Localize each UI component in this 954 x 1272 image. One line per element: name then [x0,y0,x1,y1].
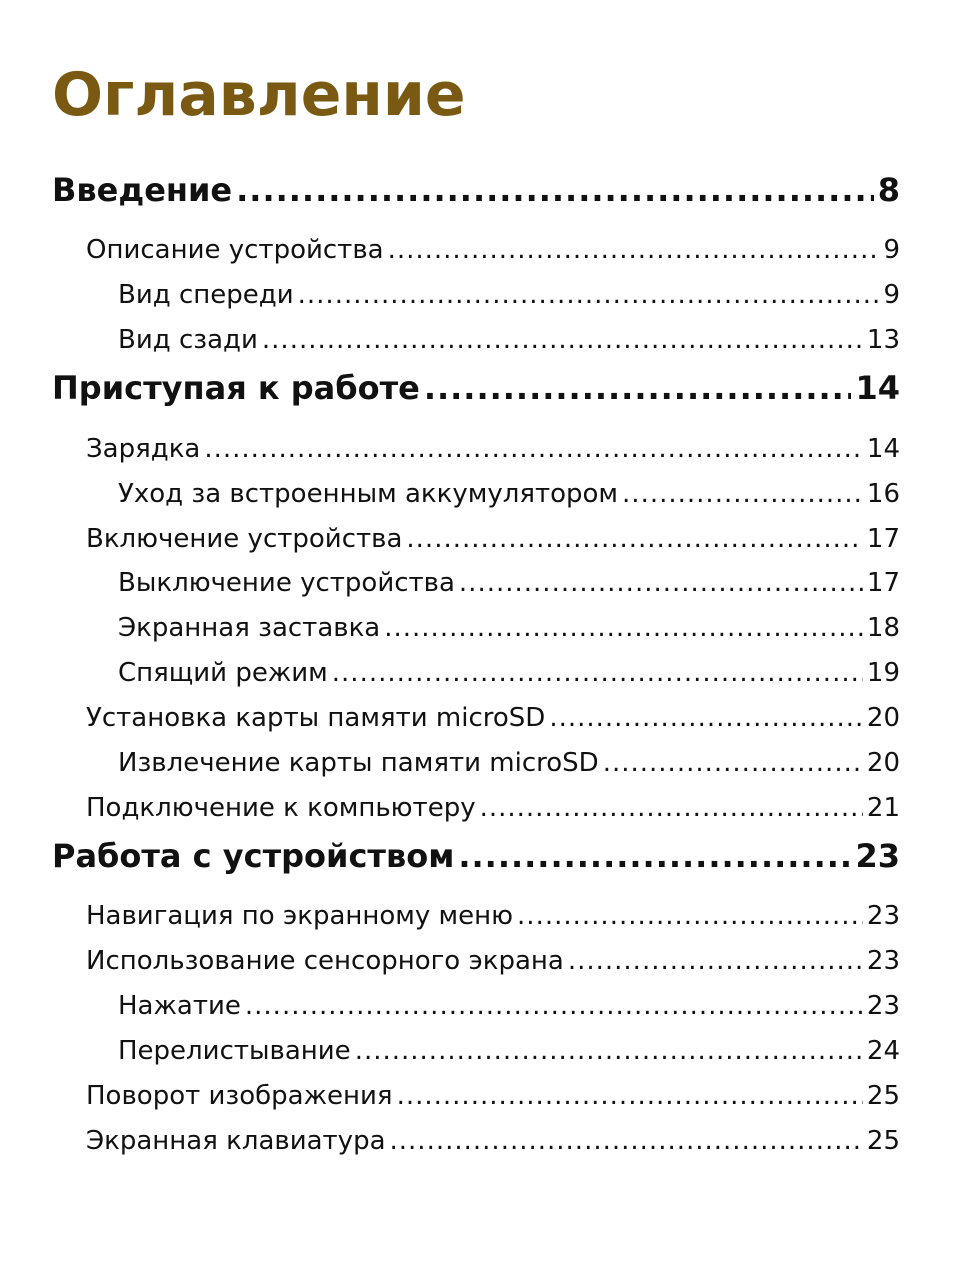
dot-leader [480,790,863,826]
toc-entry-page: 13 [866,325,900,355]
toc-entry-label: Уход за встроенным аккумулятором [118,479,619,509]
toc-entry-subsubsection[interactable] [118,277,900,313]
toc-entry-page: 23 [866,991,900,1021]
toc-entry-page: 23 [866,901,900,931]
dot-leader [262,322,863,358]
toc-entry-label: Вид сзади [118,325,258,355]
toc-entry-label: Выключение устройства [118,568,455,598]
toc-entry-page: 17 [866,524,900,554]
dot-leader [245,988,863,1024]
toc-entry-subsubsection[interactable] [118,745,900,781]
dot-leader [355,1033,863,1069]
toc-entry-subsubsection[interactable] [118,322,900,358]
toc-entry-page: 20 [866,703,900,733]
toc-entry-label: Установка карты памяти microSD [86,703,546,733]
dot-leader [603,745,863,781]
toc-entry-page: 18 [866,613,900,643]
page-title: Оглавление [52,60,466,130]
dot-leader [517,898,863,934]
toc-entry-subsection[interactable] [86,898,900,934]
toc-entry-page: 25 [866,1081,900,1111]
toc-entry-subsection[interactable] [86,431,900,467]
toc-entry-label: Экранная заставка [118,613,381,643]
dot-leader [388,232,880,268]
dot-leader [622,476,863,512]
toc-entry-label: Включение устройства [86,524,403,554]
toc-entry-page: 17 [866,568,900,598]
dot-leader [384,610,863,646]
toc-entry-page: 23 [855,837,900,875]
toc-entry-page: 8 [877,171,900,209]
dot-leader [459,565,863,601]
dot-leader [458,834,851,878]
toc-entry-page: 19 [866,658,900,688]
toc-entry-subsubsection[interactable] [118,610,900,646]
toc-entry-label: Описание устройства [86,235,384,265]
toc-entry-subsubsection[interactable] [118,565,900,601]
toc-entry-section[interactable] [52,168,900,212]
toc-entry-label: Спящий режим [118,658,328,688]
toc-entry-label: Вид спереди [118,280,294,310]
toc-entry-page: 23 [866,946,900,976]
dot-leader [406,521,863,557]
toc-entry-page: 14 [866,434,900,464]
toc-entry-section[interactable] [52,834,900,878]
dot-leader [568,943,863,979]
toc-entry-page: 9 [883,235,900,265]
toc-entry-label: Поворот изображения [86,1081,393,1111]
dot-leader [397,1078,863,1114]
toc-entry-label: Работа с устройством [52,837,455,875]
toc-entry-section[interactable] [52,366,900,410]
toc-entry-subsubsection[interactable] [118,1033,900,1069]
toc-entry-subsection[interactable] [86,521,900,557]
dot-leader [424,366,852,410]
toc-entry-page: 21 [866,793,900,823]
toc-entry-page: 20 [866,748,900,778]
toc-entry-label: Подключение к компьютеру [86,793,476,823]
toc-entry-subsection[interactable] [86,790,900,826]
dot-leader [390,1123,863,1159]
toc-entry-page: 25 [866,1126,900,1156]
toc-entry-label: Использование сенсорного экрана [86,946,564,976]
toc-entry-label: Нажатие [118,991,241,1021]
toc-entry-label: Приступая к работе [52,369,420,407]
dot-leader [236,168,874,212]
toc-entry-subsection[interactable] [86,1123,900,1159]
toc-entry-page: 24 [866,1036,900,1066]
toc-entry-subsection[interactable] [86,700,900,736]
toc-entry-subsection[interactable] [86,943,900,979]
toc-entry-page: 14 [855,369,900,407]
toc-entry-label: Перелистывание [118,1036,351,1066]
toc-entry-label: Экранная клавиатура [86,1126,386,1156]
toc-entry-subsection[interactable] [86,1078,900,1114]
dot-leader [298,277,880,313]
toc-entry-page: 9 [883,280,900,310]
toc-entry-subsubsection[interactable] [118,655,900,691]
toc-entry-subsubsection[interactable] [118,476,900,512]
dot-leader [204,431,863,467]
toc-entry-label: Введение [52,171,233,209]
dot-leader [549,700,863,736]
dot-leader [332,655,863,691]
toc-entry-label: Навигация по экранному меню [86,901,514,931]
toc-entry-subsubsection[interactable] [118,988,900,1024]
toc-entry-page: 16 [866,479,900,509]
toc-entry-label: Зарядка [86,434,201,464]
toc-entry-label: Извлечение карты памяти microSD [118,748,599,778]
toc-entry-subsection[interactable] [86,232,900,268]
